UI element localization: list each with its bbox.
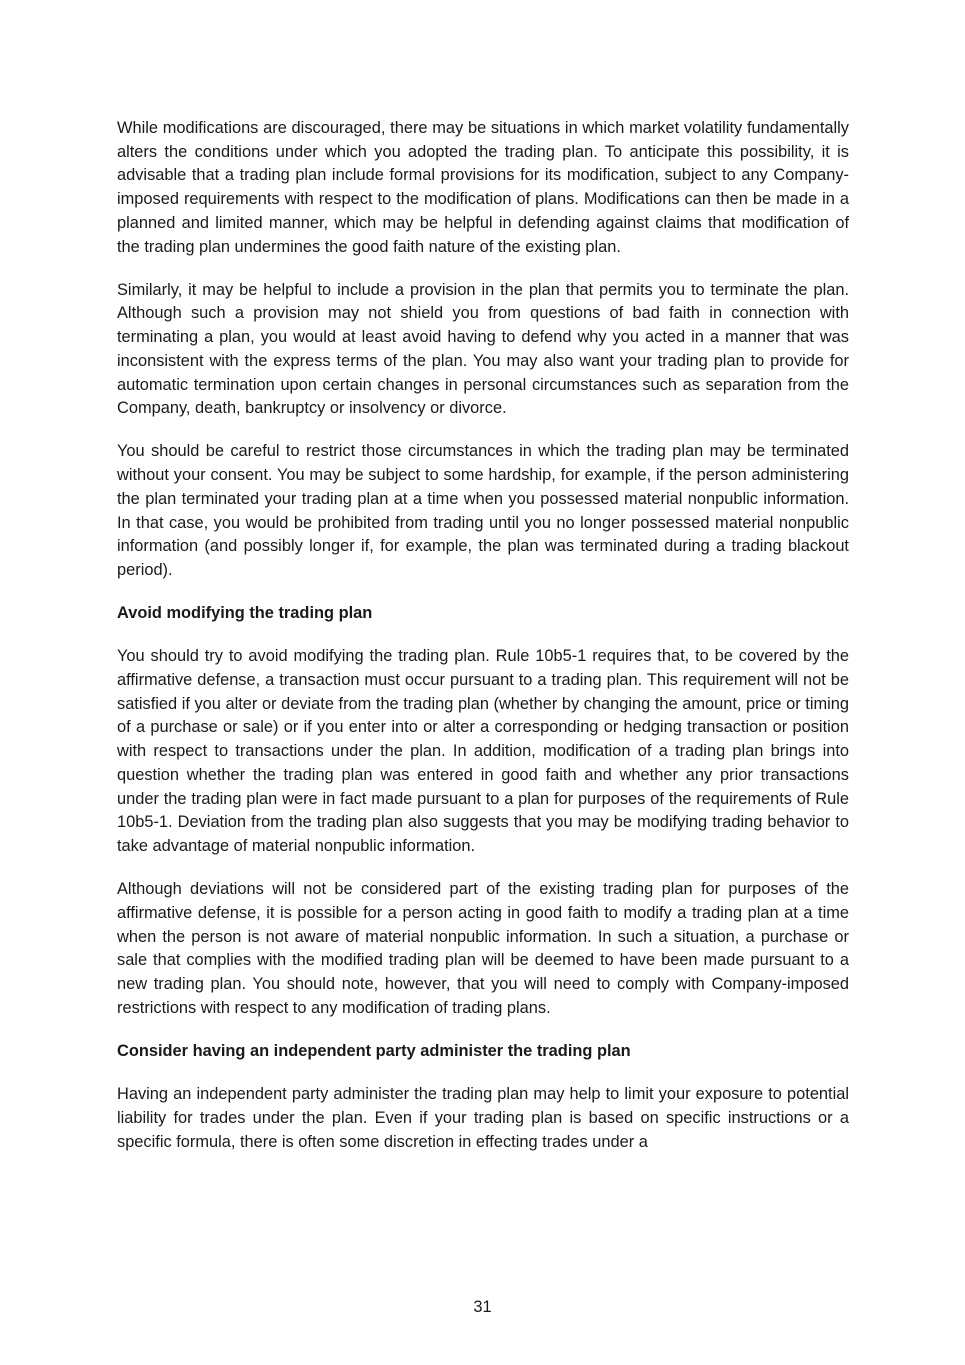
paragraph-modifications: While modifications are discouraged, there may be situations in which market volatility fundamentally alters the conditions under which you adopted the trading plan. To anticipate this possibility, it is advisable that a trading plan include formal provisions for its modification, subject to any Company-imposed requirements with respect to the modification of plans. Modifications can then be made in a planned and limited manner, which may be helpful in defending against claims that modification of the trading plan undermines the good faith nature of the existing plan. [117,119,849,256]
paragraph-termination-consent: You should be careful to restrict those circumstances in which the trading plan may be terminated without your consent. You may be subject to some hardship, for example, if the person administering the plan terminated your trading plan at a time when you possessed material nonpublic information. In that case, you would be prohibited from trading until you no longer possessed material nonpublic information (and possibly longer if, for example, the plan was terminated during a trading blackout period). [117,442,849,579]
paragraph-independent-party: Having an independent party administer the trading plan may help to limit your exposure to potential liability for trades under the plan. Even if your trading plan is based on specific instructions or a specific formula, there is often some discretion in effecting trades under a [117,1085,849,1151]
document-body [117,117,849,1174]
paragraph-avoid-modifying: You should try to avoid modifying the trading plan. Rule 10b5-1 requires that, to be covered by the affirmative defense, a transaction must occur pursuant to a trading plan. This requirement will not be satisfied if you alter or deviate from the trading plan (whether by changing the amount, price or timing of a purchase or sale) or if you enter into or alter a corresponding or hedging transaction or position with respect to transactions under the plan. In addition, modification of a trading plan brings into question whether the trading plan was entered in good faith and whether any prior transactions under the trading plan were in fact made pursuant to a plan for purposes of the requirements of Rule 10b5-1. Deviation from the trading plan also suggests that you may be modifying trading behavior to take advantage of material nonpublic information. [117,647,849,855]
heading-independent-party: Consider having an independent party administer the trading plan [117,1041,631,1060]
heading-avoid-modifying: Avoid modifying the trading plan [117,604,373,623]
paragraph-deviations: Although deviations will not be considered part of the existing trading plan for purposes of the affirmative defense, it is possible for a person acting in good faith to modify a trading plan at a time when the person is not aware of material nonpublic information. In such a situation, a purchase or sale that complies with the modified trading plan will be deemed to have been made pursuant to a new trading plan. You should note, however, that you will need to comply with Company-imposed restrictions with respect to any modification of trading plans. [117,880,849,1017]
paragraph-termination-provision: Similarly, it may be helpful to include a provision in the plan that permits you to terminate the plan. Although such a provision may not shield you from questions of bad faith in connection with terminating a plan, you would at least avoid having to defend why you acted in a manner that was inconsistent with the express terms of the plan. You may also want your trading plan to provide for automatic termination upon certain changes in personal circumstances such as separation from the Company, death, bankruptcy or insolvency or divorce. [117,280,849,418]
page-number: 31 [473,1298,492,1316]
